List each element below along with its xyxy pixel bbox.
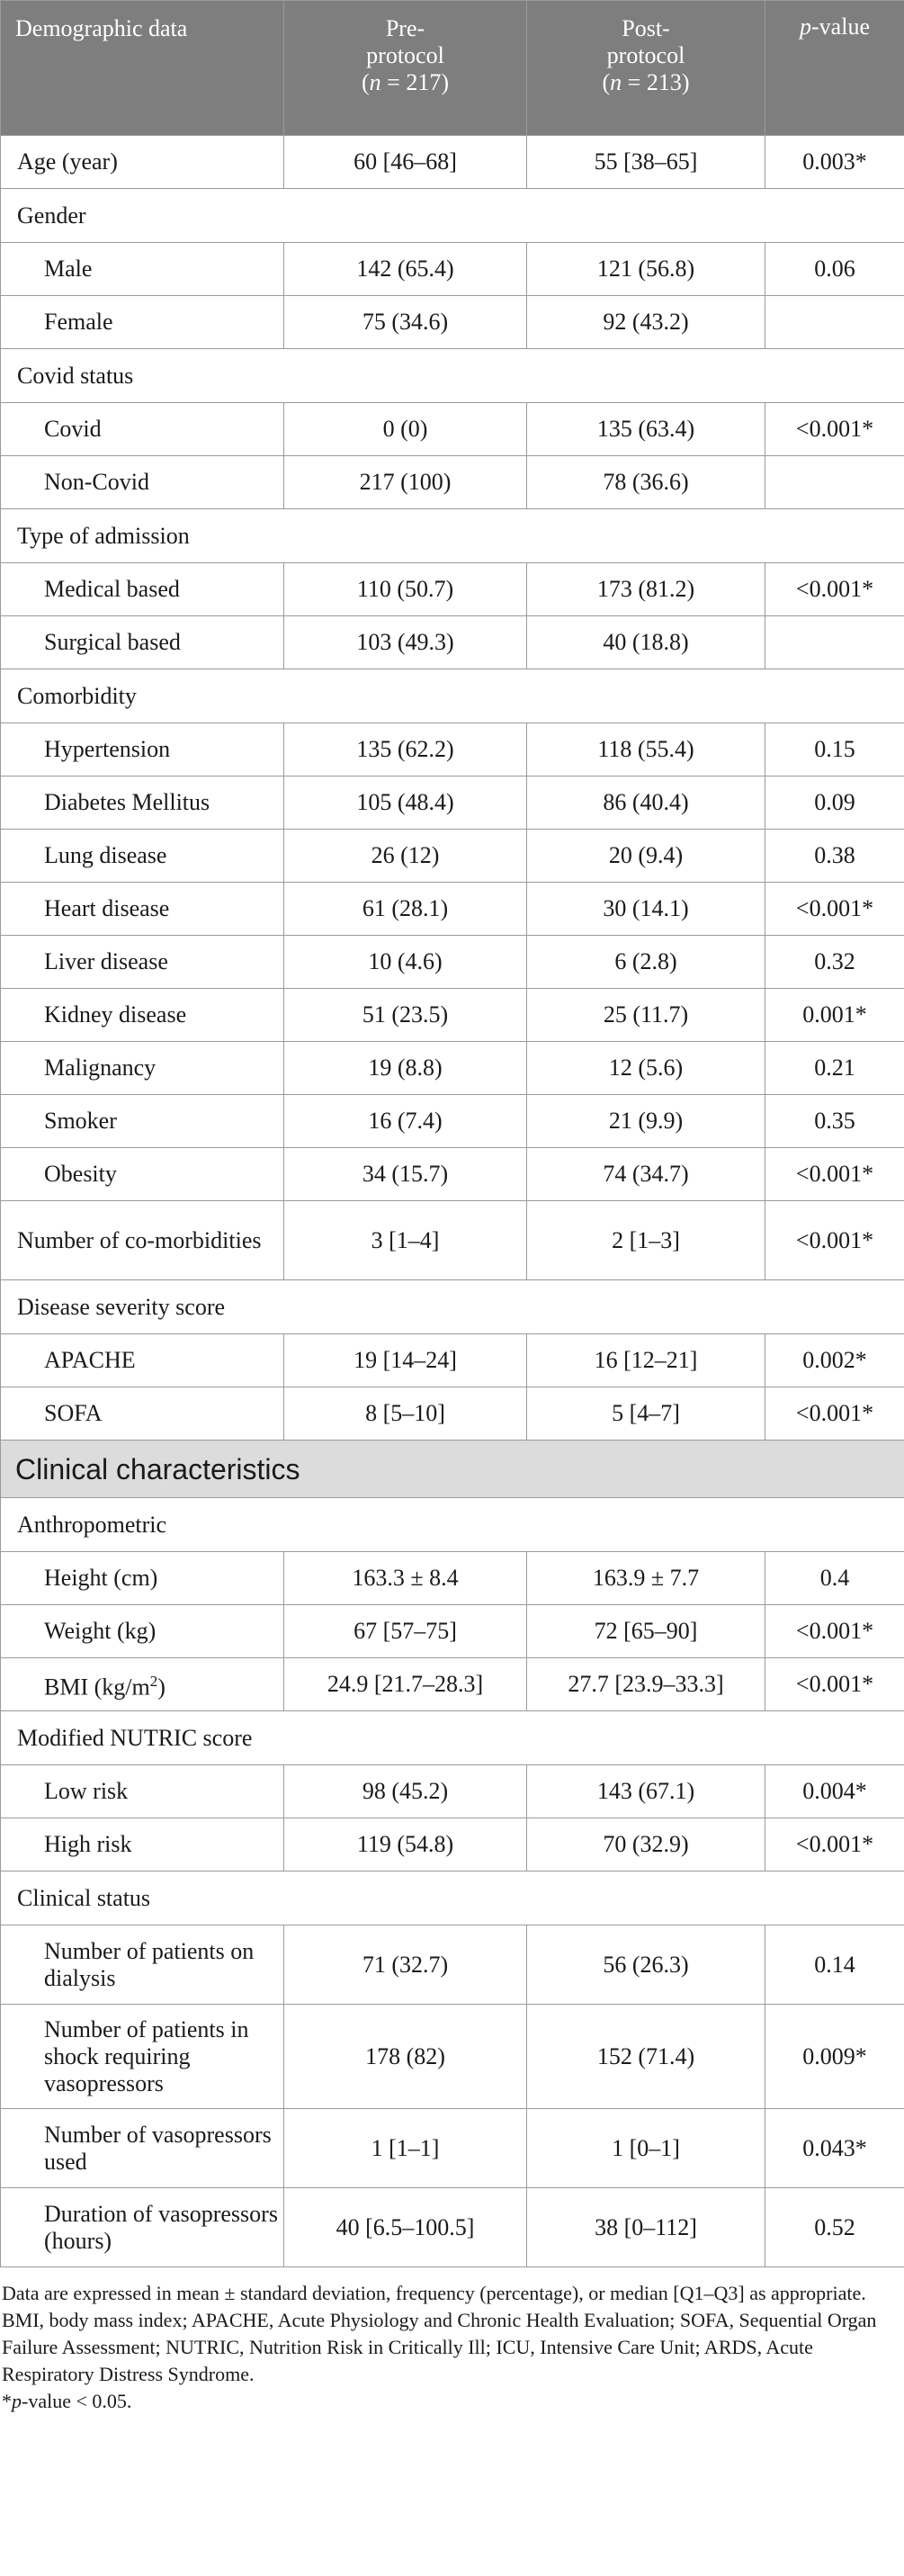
group-row: [1, 1280, 904, 1334]
table-row: [1, 136, 904, 189]
post-protocol-value: 27.7 [23.9–33.3]: [527, 1658, 765, 1711]
pre-protocol-value: 135 (62.2): [284, 723, 527, 776]
group-label: Disease severity score: [1, 1280, 904, 1334]
row-label: [1, 1605, 284, 1658]
header-p-value: [765, 1, 904, 136]
row-label: [1, 2188, 284, 2267]
post-protocol-value: 143 (67.1): [527, 1765, 765, 1818]
post-protocol-value: 135 (63.4): [527, 403, 765, 456]
table-row: [1, 616, 904, 669]
p-value: <0.001*: [765, 1201, 904, 1280]
p-value: 0.38: [765, 830, 904, 883]
p-value: 0.09: [765, 776, 904, 830]
table-row: [1, 296, 904, 349]
p-value: <0.001*: [765, 883, 904, 936]
row-label-text: Age (year): [17, 148, 118, 175]
table-row: [1, 1148, 904, 1201]
pre-protocol-value: 10 (4.6): [284, 936, 527, 989]
table-footnote: [0, 2267, 904, 2415]
row-label: [1, 1925, 284, 2005]
p-value: [765, 616, 904, 669]
pre-protocol-value: 178 (82): [284, 2005, 527, 2109]
row-label-text: SOFA: [44, 1400, 103, 1426]
p-value: 0.043*: [765, 2109, 904, 2188]
p-value: <0.001*: [765, 403, 904, 456]
footnote-abbreviations: Data are expressed in mean ± standard deviation, frequency (percentage), or median [Q1–Q3] as appropriate. BMI, body mass index; APACHE, Acute Physiology and Chronic Health Evaluation; SOFA, Sequential Organ Failure Assessment; NUTRIC, Nutrition Risk in Critically Ill; ICU, Intensive Care Unit; ARDS, Acute Respiratory Distress Syndrome.: [2, 2282, 877, 2385]
group-label: Type of admission: [1, 509, 904, 563]
table-row: [1, 1925, 904, 2005]
p-value: 0.14: [765, 1925, 904, 2005]
p-value: 0.004*: [765, 1765, 904, 1818]
group-row: [1, 349, 904, 403]
post-protocol-value: 2 [1–3]: [527, 1201, 765, 1280]
row-label-text: Duration of vasopressors (hours): [44, 2200, 278, 2254]
group-label: Clinical status: [1, 1871, 904, 1925]
row-label: [1, 456, 284, 509]
header-post-protocol: [527, 1, 765, 136]
post-protocol-value: 21 (9.9): [527, 1095, 765, 1148]
post-protocol-value: 38 [0–112]: [527, 2188, 765, 2267]
post-protocol-value: 121 (56.8): [527, 243, 765, 296]
table-row: [1, 830, 904, 883]
pre-protocol-value: 119 (54.8): [284, 1818, 527, 1871]
header-post-n: n: [610, 69, 622, 95]
header-post-count: = 213): [622, 69, 690, 95]
pre-protocol-value: 142 (65.4): [284, 243, 527, 296]
table-row: [1, 723, 904, 776]
pre-protocol-value: 98 (45.2): [284, 1765, 527, 1818]
pre-protocol-value: 1 [1–1]: [284, 2109, 527, 2188]
header-post-paren: (: [602, 69, 611, 95]
pre-protocol-value: 217 (100): [284, 456, 527, 509]
pre-protocol-value: 61 (28.1): [284, 883, 527, 936]
row-label: [1, 723, 284, 776]
row-label-text: Height (cm): [44, 1565, 158, 1591]
p-value: 0.21: [765, 1042, 904, 1095]
post-protocol-value: 74 (34.7): [527, 1148, 765, 1201]
pre-protocol-value: 26 (12): [284, 830, 527, 883]
group-label: Anthropometric: [1, 1498, 904, 1552]
row-label-text: Lung disease: [44, 842, 167, 868]
row-label: [1, 1334, 284, 1387]
row-label: [1, 296, 284, 349]
header-post-line2: protocol: [606, 42, 685, 68]
header-demographic: [1, 1, 284, 136]
post-protocol-value: 118 (55.4): [527, 723, 765, 776]
pre-protocol-value: 40 [6.5–100.5]: [284, 2188, 527, 2267]
post-protocol-value: 70 (32.9): [527, 1818, 765, 1871]
row-label-text: Diabetes Mellitus: [44, 789, 210, 815]
row-label-text: Number of patients on dialysis: [44, 1937, 255, 1991]
row-label-text: Male: [44, 256, 93, 282]
table-row: [1, 883, 904, 936]
group-label: Modified NUTRIC score: [1, 1711, 904, 1765]
section-header-row: [1, 1441, 904, 1498]
pre-protocol-value: 103 (49.3): [284, 616, 527, 669]
row-label-text: Weight (kg): [44, 1618, 157, 1644]
footnote-p-rest: -value < 0.05.: [22, 2390, 132, 2412]
row-label-text: Medical based: [44, 576, 180, 602]
row-label-text: Covid: [44, 416, 102, 442]
table-row: [1, 403, 904, 456]
table-row: [1, 1552, 904, 1605]
pre-protocol-value: 34 (15.7): [284, 1148, 527, 1201]
row-label: [1, 1095, 284, 1148]
p-value: 0.003*: [765, 136, 904, 189]
pre-protocol-value: 24.9 [21.7–28.3]: [284, 1658, 527, 1711]
table-row: [1, 1605, 904, 1658]
post-protocol-value: 78 (36.6): [527, 456, 765, 509]
row-label: [1, 1765, 284, 1818]
table-body: [1, 136, 904, 2267]
row-label: [1, 1387, 284, 1441]
row-label: [1, 1201, 284, 1280]
header-pre-protocol: [284, 1, 527, 136]
pre-protocol-value: 16 (7.4): [284, 1095, 527, 1148]
table-row: [1, 2109, 904, 2188]
table-row: [1, 2188, 904, 2267]
row-label-text: Heart disease: [44, 895, 170, 921]
post-protocol-value: 55 [38–65]: [527, 136, 765, 189]
row-label: [1, 883, 284, 936]
pre-protocol-value: 71 (32.7): [284, 1925, 527, 2005]
pre-protocol-value: 0 (0): [284, 403, 527, 456]
p-value: 0.52: [765, 2188, 904, 2267]
header-demographic-label: Demographic data: [15, 15, 188, 41]
header-p-italic: p: [800, 13, 812, 40]
pre-protocol-value: 163.3 ± 8.4: [284, 1552, 527, 1605]
header-pre-n: n: [369, 69, 381, 95]
row-label-text: Surgical based: [44, 629, 181, 655]
row-label-text: Kidney disease: [44, 1001, 187, 1028]
group-label: Covid status: [1, 349, 904, 403]
p-value: <0.001*: [765, 1605, 904, 1658]
group-row: [1, 509, 904, 563]
pre-protocol-value: 110 (50.7): [284, 563, 527, 616]
table-row: [1, 1658, 904, 1711]
post-protocol-value: 25 (11.7): [527, 989, 765, 1042]
post-protocol-value: 1 [0–1]: [527, 2109, 765, 2188]
p-value: <0.001*: [765, 1387, 904, 1441]
row-label: [1, 2109, 284, 2188]
header-pre-line1: Pre-: [385, 15, 425, 41]
row-label-text: Malignancy: [44, 1055, 157, 1081]
row-label: [1, 1148, 284, 1201]
group-row: [1, 669, 904, 723]
post-protocol-value: 86 (40.4): [527, 776, 765, 830]
row-label: [1, 616, 284, 669]
p-value: [765, 456, 904, 509]
footnote-p-italic: p: [12, 2390, 22, 2412]
post-protocol-value: 72 [65–90]: [527, 1605, 765, 1658]
row-label-text: Obesity: [44, 1161, 117, 1187]
table-row: [1, 1095, 904, 1148]
row-label: [1, 1042, 284, 1095]
row-label: [1, 936, 284, 989]
header-p-rest: -value: [811, 13, 870, 40]
post-protocol-value: 163.9 ± 7.7: [527, 1552, 765, 1605]
table-row: [1, 989, 904, 1042]
row-label-text: Number of patients in shock requiring vasopressors: [44, 2015, 249, 2096]
post-protocol-value: 173 (81.2): [527, 563, 765, 616]
row-label: [1, 243, 284, 296]
table-row: [1, 1201, 904, 1280]
p-value: 0.009*: [765, 2005, 904, 2109]
row-label-text: High risk: [44, 1831, 132, 1857]
p-value: 0.4: [765, 1552, 904, 1605]
p-value: 0.15: [765, 723, 904, 776]
row-label: [1, 403, 284, 456]
p-value: 0.06: [765, 243, 904, 296]
header-pre-count: = 217): [380, 69, 449, 95]
header-row: [1, 1, 904, 136]
row-label-text: APACHE: [44, 1347, 136, 1373]
post-protocol-value: 20 (9.4): [527, 830, 765, 883]
table-row: [1, 1387, 904, 1441]
post-protocol-value: 40 (18.8): [527, 616, 765, 669]
p-value: 0.002*: [765, 1334, 904, 1387]
footnote-significance: *p-value < 0.05.: [2, 2390, 132, 2412]
pre-protocol-value: 51 (23.5): [284, 989, 527, 1042]
row-label-superscript: 2: [149, 1672, 158, 1690]
p-value: [765, 296, 904, 349]
row-label: [1, 1658, 284, 1711]
p-value: <0.001*: [765, 1818, 904, 1871]
table-row: [1, 1765, 904, 1818]
row-label: [1, 1818, 284, 1871]
group-row: [1, 1498, 904, 1552]
p-value: 0.35: [765, 1095, 904, 1148]
post-protocol-value: 12 (5.6): [527, 1042, 765, 1095]
header-pre-line2: protocol: [366, 42, 444, 68]
pre-protocol-value: 8 [5–10]: [284, 1387, 527, 1441]
row-label-text: Female: [44, 309, 113, 335]
group-label: Gender: [1, 189, 904, 243]
p-value: 0.001*: [765, 989, 904, 1042]
row-label-end: ): [157, 1674, 166, 1701]
table-row: [1, 1818, 904, 1871]
group-row: [1, 1711, 904, 1765]
table-row: [1, 1334, 904, 1387]
pre-protocol-value: 19 [14–24]: [284, 1334, 527, 1387]
row-label-text: Number of vasopressors used: [44, 2121, 272, 2175]
row-label: [1, 136, 284, 189]
post-protocol-value: 5 [4–7]: [527, 1387, 765, 1441]
table-row: [1, 936, 904, 989]
group-row: [1, 1871, 904, 1925]
row-label: [1, 563, 284, 616]
pre-protocol-value: 75 (34.6): [284, 296, 527, 349]
row-label-text: Non-Covid: [44, 469, 149, 495]
row-label-text: Low risk: [44, 1778, 129, 1804]
post-protocol-value: 6 (2.8): [527, 936, 765, 989]
header-pre-paren: (: [362, 69, 370, 95]
table-row: [1, 1042, 904, 1095]
row-label-text: Number of co-morbidities: [17, 1226, 262, 1253]
pre-protocol-value: 67 [57–75]: [284, 1605, 527, 1658]
table-row: [1, 243, 904, 296]
p-value: <0.001*: [765, 1658, 904, 1711]
row-label-text: BMI (kg/m: [44, 1674, 150, 1701]
group-row: [1, 189, 904, 243]
section-header: Clinical characteristics: [1, 1441, 904, 1498]
row-label-text: Liver disease: [44, 948, 168, 974]
p-value: <0.001*: [765, 1148, 904, 1201]
table-row: [1, 563, 904, 616]
row-label-text: Hypertension: [44, 736, 171, 762]
row-label: [1, 776, 284, 830]
header-post-line1: Post-: [622, 15, 670, 41]
post-protocol-value: 56 (26.3): [527, 1925, 765, 2005]
pre-protocol-value: 105 (48.4): [284, 776, 527, 830]
row-label: [1, 2005, 284, 2109]
row-label-text: Smoker: [44, 1108, 117, 1134]
table-row: [1, 2005, 904, 2109]
row-label: [1, 1552, 284, 1605]
row-label: [1, 989, 284, 1042]
pre-protocol-value: 19 (8.8): [284, 1042, 527, 1095]
row-label: [1, 830, 284, 883]
post-protocol-value: 92 (43.2): [527, 296, 765, 349]
table-row: [1, 776, 904, 830]
post-protocol-value: 152 (71.4): [527, 2005, 765, 2109]
pre-protocol-value: 3 [1–4]: [284, 1201, 527, 1280]
p-value: <0.001*: [765, 563, 904, 616]
post-protocol-value: 30 (14.1): [527, 883, 765, 936]
group-label: Comorbidity: [1, 669, 904, 723]
post-protocol-value: 16 [12–21]: [527, 1334, 765, 1387]
pre-protocol-value: 60 [46–68]: [284, 136, 527, 189]
p-value: 0.32: [765, 936, 904, 989]
table-row: [1, 456, 904, 509]
